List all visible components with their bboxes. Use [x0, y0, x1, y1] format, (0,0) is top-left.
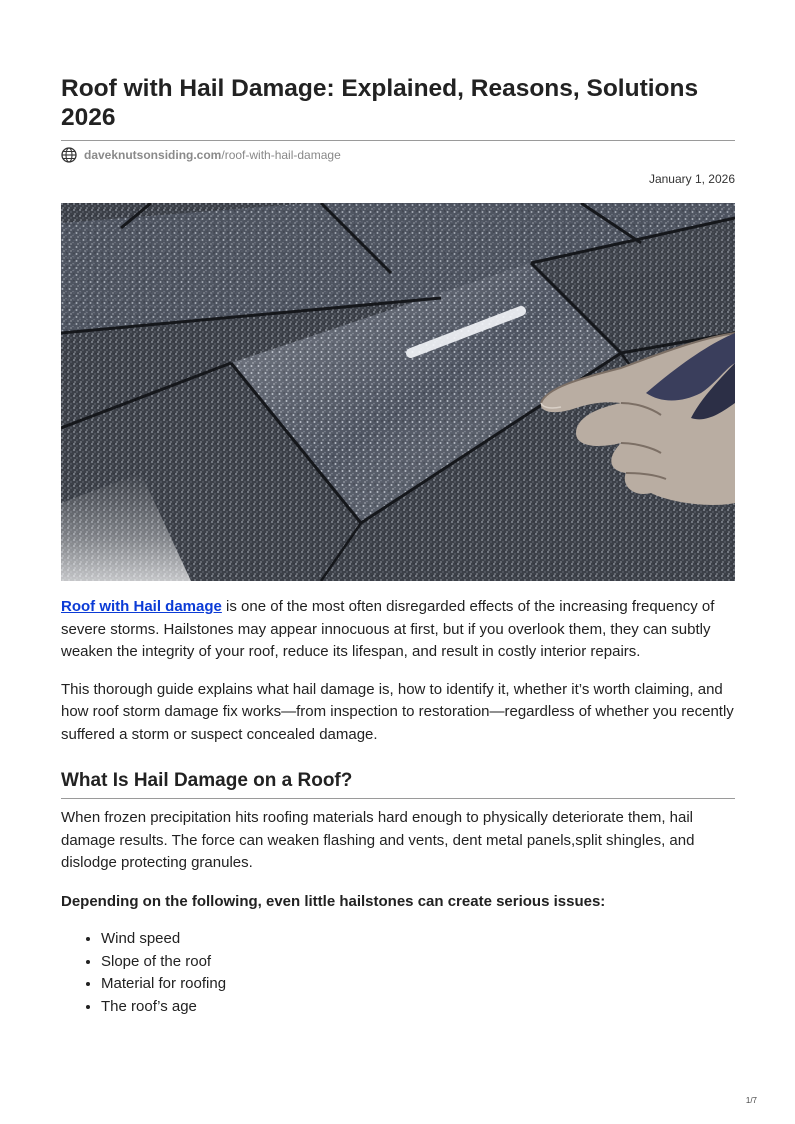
- publish-date: January 1, 2026: [648, 172, 735, 186]
- section-heading: What Is Hail Damage on a Roof?: [61, 769, 735, 799]
- page-title: Roof with Hail Damage: Explained, Reasons, Solutions 2026: [61, 74, 735, 141]
- source-line: [61, 147, 735, 163]
- page-number: 1/7: [745, 1096, 757, 1105]
- list-item: • Material for roofing: [101, 973, 735, 996]
- section-paragraph: When frozen precipitation hits roofing materials hard enough to physically deteriorate them, hail damage results. The force can weaken flashing and vents, dent metal panels,split shingles, and dislodge protecting granules.: [61, 809, 695, 871]
- factors-list: [61, 928, 735, 1018]
- globe-icon: [61, 147, 77, 163]
- guide-paragraph: This thorough guide explains what hail damage is, how to identify it, whether it’s worth claiming, and how roof storm damage fix works—from inspection to restoration—regardless of whether you recently suffered a storm or suspect concealed damage.: [61, 680, 734, 743]
- list-item: • Slope of the roof: [101, 951, 735, 974]
- intro-paragraph: [61, 596, 735, 664]
- section-lead: Depending on the following, even little hailstones can create serious issues:: [61, 892, 606, 910]
- source-link[interactable]: [84, 148, 341, 162]
- hero-image: [61, 203, 735, 581]
- source-path: /roof-with-hail-damage: [221, 148, 341, 162]
- roof-hail-damage-link[interactable]: Roof with Hail damage: [61, 598, 222, 615]
- list-item: • Wind speed: [101, 928, 735, 951]
- source-domain: daveknutsonsiding.com: [84, 148, 222, 162]
- list-item: • The roof’s age: [101, 996, 735, 1019]
- article: [61, 74, 735, 1018]
- intro-text: is one of the most often disregarded effects of the increasing frequency of severe storms. Hailstones may appear innocuous at first, but if you overlook them, they can subtly weaken the integrity of your roof, reduce its lifespan, and result in costly interior repairs.: [61, 598, 715, 660]
